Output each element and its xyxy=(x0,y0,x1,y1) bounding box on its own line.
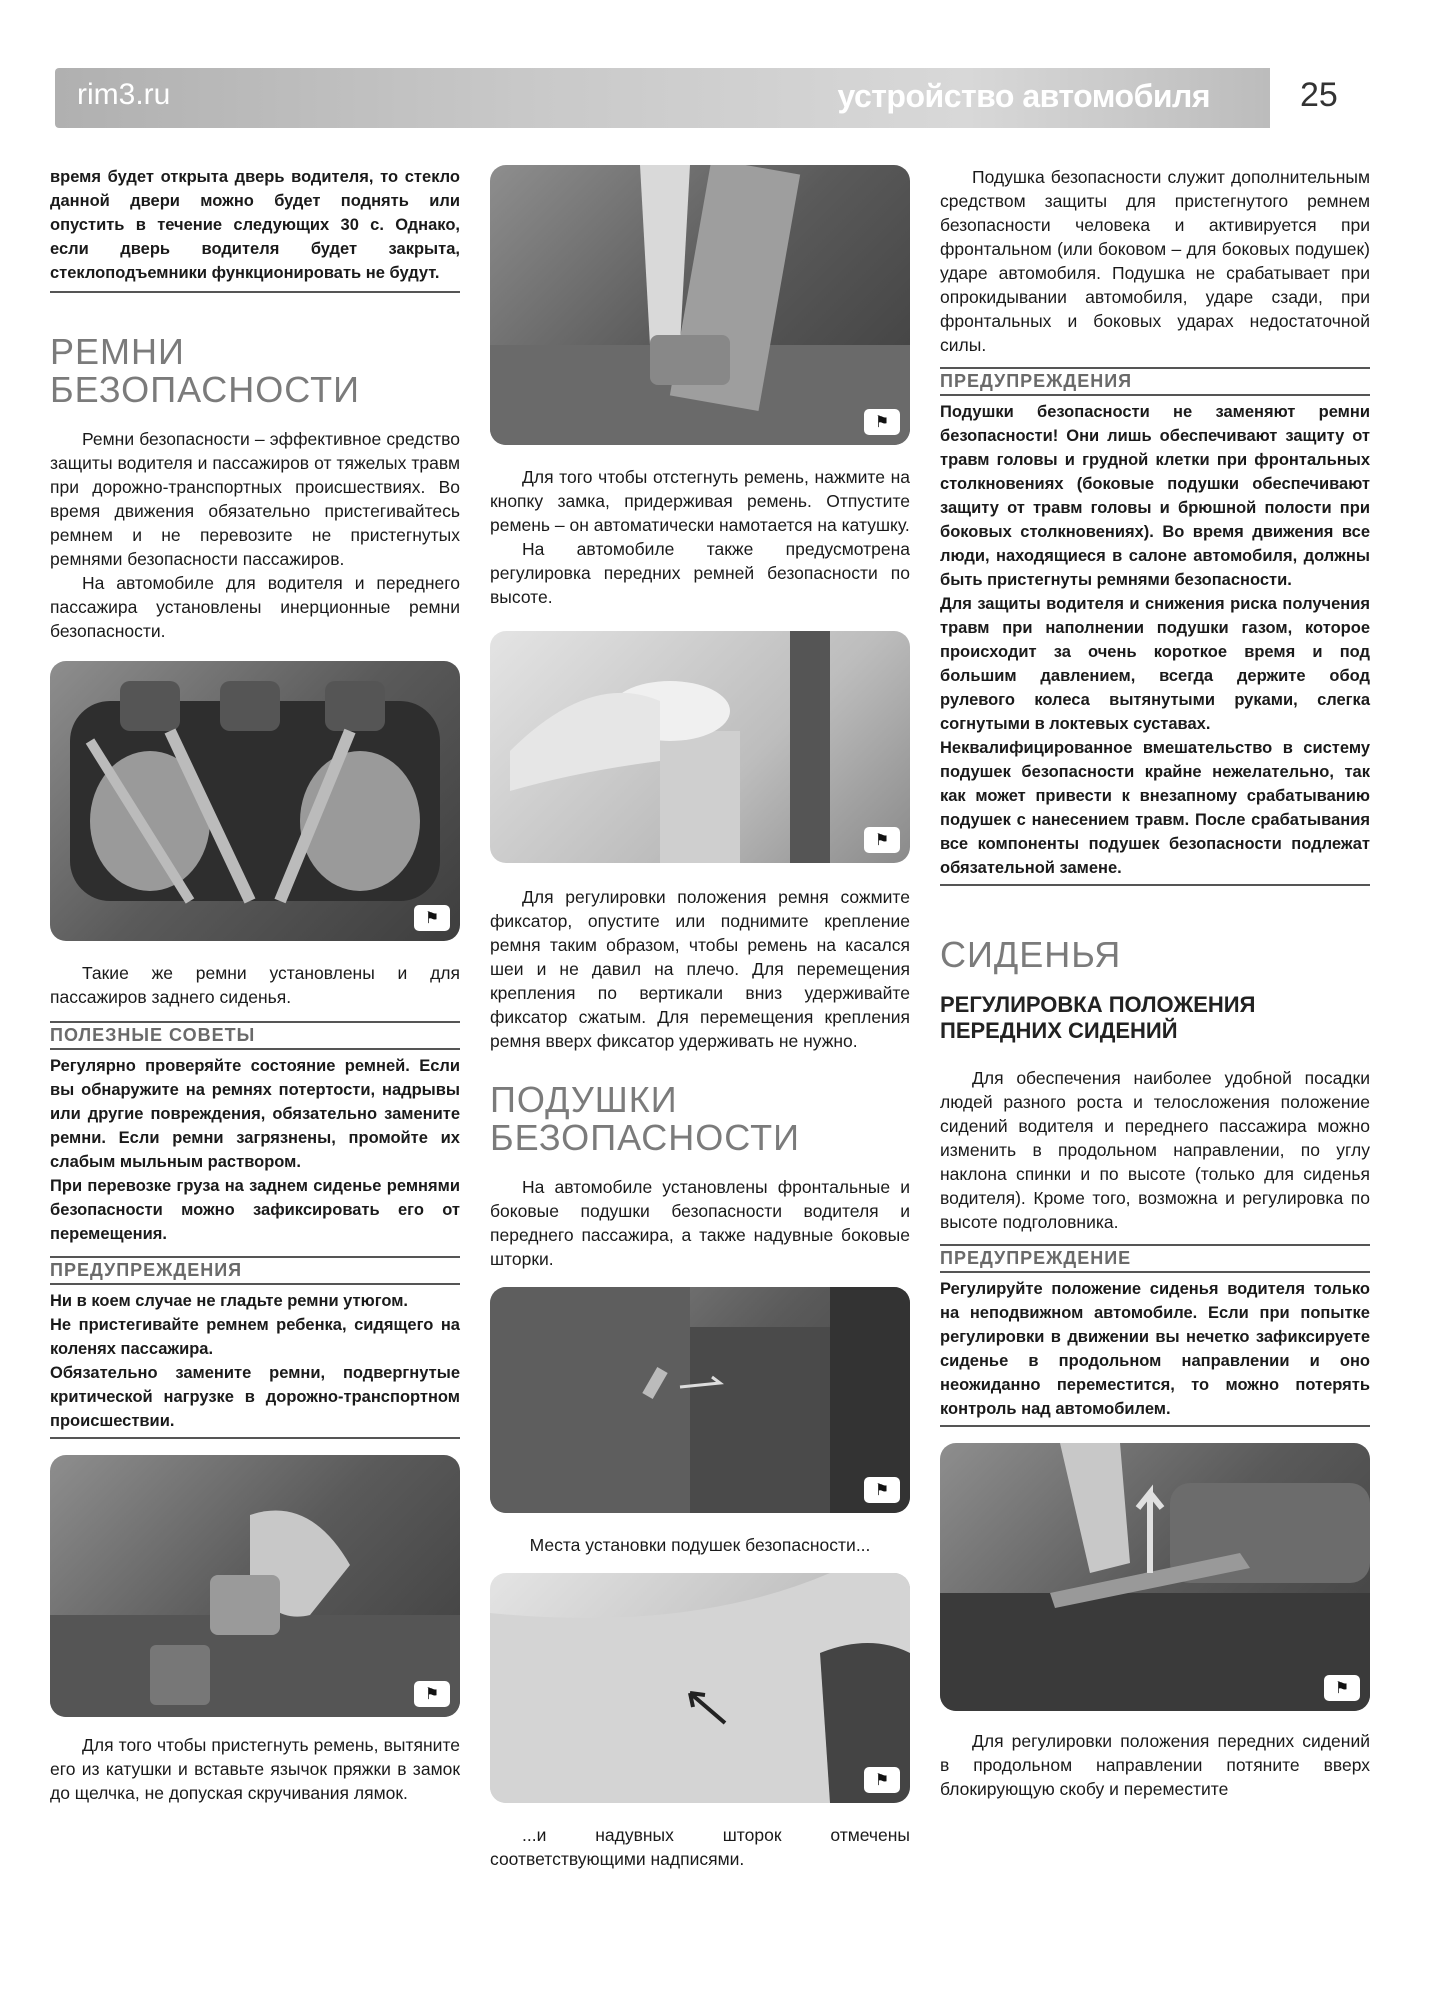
warning-text: Подушки безопасности не заменяют ремни безопасности! Они лишь обеспечивают защиту от травм головы и грудной клетки при фронтальных столкновениях (боковые подушки обеспечивают защиту от травм головы и брюшной полости при боковых столкновениях). Во время движения все люди, находящиеся в салоне автомобиля, должны быть пристегнуты ремнями безопасности. xyxy=(940,403,1370,589)
warning-box xyxy=(940,1244,1370,1427)
photo-buckle-release xyxy=(490,165,910,445)
warning-text: Ни в коем случае не гладьте ремни утюгом. xyxy=(50,1292,409,1310)
seats-heading: СИДЕНЬЯ xyxy=(940,934,1122,975)
warning-text: Для защиты водителя и снижения риска получения травм при наполнении подушки газом, которое происходит за очень короткое время и под большим давлением, всегда держите обод рулевого колеса вытянутыми руками, слегка согнутыми в локтевых суставах. xyxy=(940,595,1370,733)
heading-line: БЕЗОПАСНОСТИ xyxy=(490,1117,800,1158)
seat-lever-illustration xyxy=(940,1443,1370,1711)
photo-caption: Для того чтобы пристегнуть ремень, вытяните его из катушки и вставьте язычок пряжки в замок до щелчка, не допуская скручивания лямок. xyxy=(50,1735,460,1803)
warning-text: Неквалифицированное вмешательство в систему подушек безопасности крайне нежелательно, так как может привести к внезапному срабатыванию подушек с нанесением травм. После срабатывания все компоненты подушек безопасности подлежат обязательной замене. xyxy=(940,739,1370,877)
warnings-title: ПРЕДУПРЕЖДЕНИЯ xyxy=(50,1256,460,1285)
car-icon: ⚑ xyxy=(1324,1675,1360,1701)
paragraph: На автомобиле установлены фронтальные и боковые подушки безопасности водителя и переднего пассажира, а также надувные боковые шторки. xyxy=(490,1177,910,1269)
paragraph: Ремни безопасности – эффективное средство защиты водителя и пассажиров от тяжелых травм при дорожно-транспортных происшествиях. Во время движения обязательно пристегивайтесь ремнем и не перевозите не пристегнутых ремнями безопасности пассажиров. xyxy=(50,429,460,569)
buckle-illustration xyxy=(50,1455,460,1717)
subheading-line: ПЕРЕДНИХ СИДЕНИЙ xyxy=(940,1018,1178,1043)
divider xyxy=(940,1425,1370,1427)
photo-rear-seat-belts xyxy=(50,661,460,941)
page-number: 25 xyxy=(1300,76,1338,114)
paragraph: Подушка безопасности служит дополнительным средством защиты для пристегнутого ремнем безопасности человека и активируется при фронтальном (или боковом – для боковых подушек) ударе автомобиля. Подушка не срабатывает при опрокидывании автомобиля, ударе сзади, при фронтальных и боковых ударах недостаточной силы. xyxy=(940,167,1370,355)
tips-title: ПОЛЕЗНЫЕ СОВЕТЫ xyxy=(50,1021,460,1050)
photo-curtain-marking xyxy=(490,1573,910,1803)
airbags-heading xyxy=(490,1081,910,1157)
warnings-box xyxy=(50,1256,460,1439)
curtain-marking-illustration xyxy=(490,1573,910,1803)
heading-line: РЕМНИ xyxy=(50,331,185,372)
car-icon: ⚑ xyxy=(864,409,900,435)
paragraph: Для обеспечения наиболее удобной посадки людей разного роста и телосложения положение сидений водителя и переднего пассажира можно изменить в продольном направлении, по углу наклона спинки и по высоте (только для сиденья водителя). Кроме того, возможна и регулировка по высоте подголовника. xyxy=(940,1068,1370,1232)
warning-text: Не пристегивайте ремнем ребенка, сидящего на коленях пассажира. xyxy=(50,1316,460,1358)
photo-caption: Для регулировки положения передних сидений в продольном направлении потяните вверх блокирующую скобу и переместите xyxy=(940,1731,1370,1799)
warning-title: ПРЕДУПРЕЖДЕНИЕ xyxy=(940,1244,1370,1273)
divider xyxy=(50,291,460,293)
car-icon: ⚑ xyxy=(414,1681,450,1707)
paragraph: На автомобиле также предусмотрена регулировка передних ремней безопасности по высоте. xyxy=(490,539,910,607)
section-title: устройство автомобиля xyxy=(837,78,1210,114)
warnings-box xyxy=(940,367,1370,886)
column-1 xyxy=(50,165,460,1805)
buckle-release-illustration xyxy=(490,165,910,445)
car-icon: ⚑ xyxy=(414,905,450,931)
heading-line: БЕЗОПАСНОСТИ xyxy=(50,369,360,410)
car-icon: ⚑ xyxy=(864,1767,900,1793)
warning-text: Регулируйте положение сиденья водителя только на неподвижном автомобиле. Если при попытке регулировки в движении вы нечетко зафиксируете сиденье в продольном направлении и оно неожиданно переместится, то можно потерять контроль над автомобилем. xyxy=(940,1280,1370,1418)
rear-seat-illustration xyxy=(50,661,460,941)
divider xyxy=(50,1437,460,1439)
heading-line: ПОДУШКИ xyxy=(490,1079,678,1120)
photo-seat-adjust-lever xyxy=(940,1443,1370,1711)
warnings-title: ПРЕДУПРЕЖДЕНИЯ xyxy=(940,367,1370,396)
height-adjuster-illustration xyxy=(490,631,910,863)
divider xyxy=(940,884,1370,886)
photo-airbag-location xyxy=(490,1287,910,1513)
site-name: rim3.ru xyxy=(77,78,171,111)
page-header xyxy=(55,68,1270,128)
belts-heading xyxy=(50,333,460,409)
airbag-seat-illustration xyxy=(490,1287,910,1513)
photo-height-adjuster xyxy=(490,631,910,863)
tips-text: При перевозке груза на заднем сиденье ремнями безопасности можно зафиксировать его от перемещения. xyxy=(50,1177,460,1243)
car-icon: ⚑ xyxy=(864,827,900,853)
tips-text: Регулярно проверяйте состояние ремней. Если вы обнаружите на ремнях потертости, надрывы или другие повреждения, обязательно замените ремни. Если ремни загрязнены, промойте их слабым мыльным раствором. xyxy=(50,1057,460,1171)
tips-box xyxy=(50,1021,460,1246)
subheading-line: РЕГУЛИРОВКА ПОЛОЖЕНИЯ xyxy=(940,992,1256,1017)
intro-text: время будет открыта дверь водителя, то стекло данной двери можно будет поднять или опустить в течение следующих 30 с. Однако, если дверь водителя будет закрыта, стеклоподъемники функционировать не будут. xyxy=(50,168,460,282)
column-3 xyxy=(940,165,1370,1801)
warning-text: Обязательно замените ремни, подвергнутые критической нагрузке в дорожно-транспортном происшествии. xyxy=(50,1364,460,1430)
photo-caption: Такие же ремни установлены и для пассажиров заднего сиденья. xyxy=(50,963,460,1007)
photo-caption: ...и надувных шторок отмечены соответствующими надписями. xyxy=(490,1825,910,1869)
paragraph: На автомобиле для водителя и переднего пассажира установлены инерционные ремни безопасности. xyxy=(50,573,460,641)
car-icon: ⚑ xyxy=(864,1477,900,1503)
photo-caption: Места установки подушек безопасности... xyxy=(529,1535,871,1555)
photo-caption: Для того чтобы отстегнуть ремень, нажмите на кнопку замка, придерживая ремень. Отпустите ремень – он автоматически намотается на катушку. xyxy=(490,467,910,535)
photo-buckle-fastening xyxy=(50,1455,460,1717)
subheading xyxy=(940,992,1370,1044)
photo-caption: Для регулировки положения ремня сожмите фиксатор, опустите или поднимите крепление ремня таким образом, чтобы ремень на касался шеи и не давил на плечо. Для перемещения крепления по вертикали вниз удерживайте фиксатор сжатым. Для перемещения крепления ремня вверх фиксатор удерживать не нужно. xyxy=(490,887,910,1051)
column-2 xyxy=(490,165,910,1871)
